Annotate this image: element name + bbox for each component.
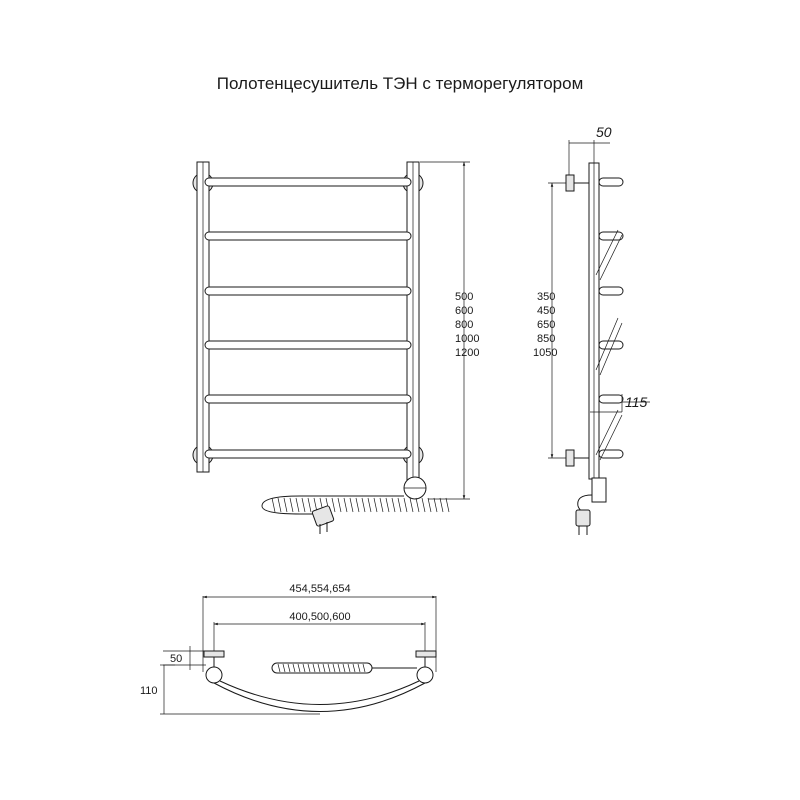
mount-label-4: 850: [537, 333, 556, 345]
side-rung-3: [599, 287, 623, 295]
side-rung-1: [599, 178, 623, 186]
side-bracket-bottom: [566, 450, 574, 466]
rung-4: [205, 341, 411, 349]
mount-label-5: 1050: [533, 347, 558, 359]
rung-5: [205, 395, 411, 403]
top-curved-rung-inner: [220, 681, 419, 705]
rung-2: [205, 232, 411, 240]
axis-width-label: 400,500,600: [289, 611, 351, 623]
top-heating-element: [272, 663, 372, 673]
side-rung-2: [599, 232, 623, 240]
side-view: [533, 124, 650, 535]
top-collector-right: [417, 667, 433, 683]
top-collector-left: [206, 667, 222, 683]
side-bracket-top: [566, 175, 574, 191]
height-label-3: 800: [455, 319, 474, 331]
top-flange-left: [204, 651, 224, 657]
mount-label-3: 650: [537, 319, 556, 331]
side-rung-5: [599, 395, 623, 403]
height-label-5: 1200: [455, 347, 480, 359]
page-title: Полотенцесушитель ТЭН с терморегулятором: [216, 74, 584, 93]
side-rung-4: [599, 341, 623, 349]
top-flange-right: [416, 651, 436, 657]
power-plug-icon: [312, 505, 334, 534]
depth-label: 115: [625, 394, 648, 410]
top-offset-label: 50: [170, 653, 183, 665]
rung-6: [205, 450, 411, 458]
side-heater-cable: [578, 495, 592, 512]
mount-label-2: 450: [537, 305, 556, 317]
top-depth-label: 110: [140, 685, 158, 697]
height-label-4: 1000: [455, 333, 480, 345]
height-label-1: 500: [455, 291, 474, 303]
rung-3: [205, 287, 411, 295]
side-heater-housing: [592, 478, 606, 502]
top-view: [140, 583, 436, 714]
front-view: [193, 162, 479, 534]
height-label-2: 600: [455, 305, 474, 317]
top-curved-rung-outer: [214, 683, 425, 712]
outer-width-label: 454,554,654: [289, 583, 351, 595]
side-power-plug-icon: [576, 510, 590, 535]
cable-coil: [272, 498, 449, 512]
mount-label-1: 350: [537, 291, 556, 303]
wall-offset-label: 50: [596, 124, 612, 140]
rung-1: [205, 178, 411, 186]
